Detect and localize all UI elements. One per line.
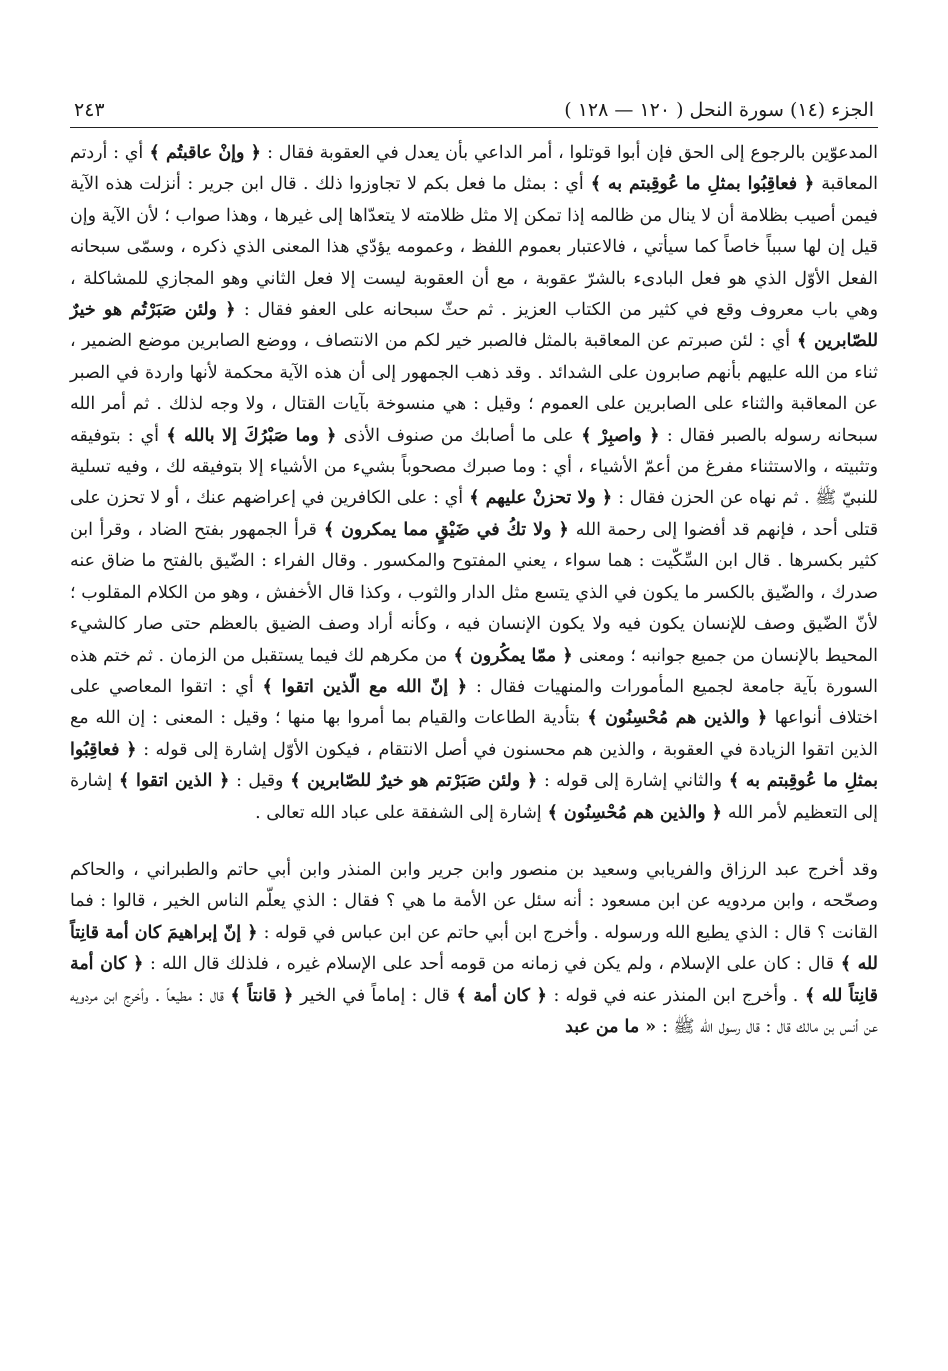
header-title: الجزء (١٤) سورة النحل ( ١٢٠ — ١٢٨ ) xyxy=(564,99,874,121)
ornate-bracket: ﴿ xyxy=(216,300,244,321)
ornate-bracket: ﴿ xyxy=(212,771,237,792)
ornate-bracket: ﴿ xyxy=(318,425,344,446)
ornate-bracket: ﴾ xyxy=(253,676,282,697)
ornate-bracket: ﴿ xyxy=(244,143,268,163)
quran-quote: فعاقِبُوا بمثلِ ما عُوقِبتم به xyxy=(607,174,798,195)
body-text: من مكرهم لك فيما يستقبل من الزمان . ثم ختم هذه السورة بآية جامعة لجميع المأمورات والمنهيات فقال : xyxy=(70,645,878,697)
page-number: ٢٤٣ xyxy=(74,99,105,121)
ornate-bracket: ﴾ xyxy=(583,174,608,195)
ornate-bracket: ﴿ xyxy=(641,425,667,446)
ornate-bracket: ﴿ xyxy=(529,985,554,1006)
body-text: المدعوّين بالرجوع إلى الحق فإن أبوا قوتلوا ، أمر الداعي بأن يعدل في العقوبة فقال : xyxy=(267,143,878,163)
quran-quote: والذين هم مُحْسِنُون xyxy=(563,802,706,823)
running-header xyxy=(70,96,878,127)
header-rule xyxy=(70,127,878,128)
ornate-bracket: ﴿ xyxy=(705,802,728,823)
quran-quote: ولئن صَبَرْتُم هو خيرٌ للصّابرين xyxy=(70,300,878,352)
ornate-bracket: ﴿ xyxy=(241,922,264,943)
body-text: أي : على الكافرين في إعراضهم عنك ، أو لا تحزن على قتلى أحد ، فإنهم قد أفضوا إلى رحمة الله xyxy=(70,488,879,540)
ornate-bracket: ﴾ xyxy=(449,985,474,1006)
ornate-bracket: ﴾ xyxy=(790,331,815,352)
ornate-bracket: ﴿ xyxy=(556,645,579,666)
ornate-bracket: ﴿ xyxy=(749,708,775,729)
body-text: قال : مطيعاً . وأخرج ابن مردويه عن أنس بن مالك قال : قال رسول الله ﷺ : xyxy=(70,985,878,1037)
ornate-bracket: ﴿ xyxy=(551,519,576,540)
ornate-bracket: ﴾ xyxy=(463,488,486,509)
body-text: أي : لئن صبرتم عن المعاقبة بالمثل فالصبر خير لكم من الانتصاف ، ووضع الصابرين موضع الضمير ، ثناء من الله عليهم بأنهم صابرون على الشدائد . وقد ذهب الجمهور إلى أن هذه الآية محكمة لأنها واردة في الصبر عن المعاقبة والثناء على الصابرين على العموم ؛ وقيل : هي منسوخة بآيات القتال ، ولا وجه لذلك . ثم أمر الله سبحانه رسوله بالصبر فقال : xyxy=(70,331,878,446)
quran-quote: وإنْ عاقبتُم xyxy=(166,143,245,163)
quran-quote: الذين اتقوا xyxy=(135,771,213,792)
ornate-bracket: ﴾ xyxy=(316,519,342,540)
ornate-bracket: ﴾ xyxy=(112,771,136,792)
ornate-bracket: ﴿ xyxy=(797,174,822,195)
body-text: أي : بمثل ما فعل بكم لا تجاوزوا ذلك . قال ابن جرير : أنزلت هذه الآية فيمن أصيب بظلامة أن لا ينال من ظالمه إذا تمكن إلا مثل ظلامته لا يتعدّاها إلى غيرها ، وهذا صواب ؛ لأن الآية وإن قيل إن لها سبباً خاصاً كما سيأتي ، فالاعتبار بعموم اللفظ ، وعمومه يؤدّي هذا المعنى الذي ذكره ، وسمّى سبحانه الفعل الأوّل الذي هو فعل البادىء بالشرّ عقوبة ، مع أن العقوبة ليست إلا فعل الثاني وهو المجازي للمشاكلة ، وهي باب معروف وقع في كثير من الكتاب العزيز . ثم حثّ سبحانه على العفو فقال : xyxy=(70,174,878,321)
ornate-bracket: « xyxy=(639,1016,663,1037)
body-text: قال : كان على الإسلام ، ولم يكن في زمانه من قومه أحد على الإسلام غيره ، فلذلك قال الله : xyxy=(149,954,835,975)
ornate-bracket: ﴾ xyxy=(447,645,470,666)
body-text: قرأ الجمهور بفتح الضاد ، وقرأ ابن كثير بكسرها . قال ابن السِّكّيت : هما سواء ، يعني المفتوح والمكسور . وقال الفراء : الضّيق بالفتح ما ضاق عنه صدرك ، والضّيق بالكسر ما يكون في الذي يتسع مثل الدار والثوب ، وكذا قال الأخفش ، وهو من الكلام المقلوب ؛ لأنّ الضّيق وصف للإنسان يكون فيه ولا يكون الإنسان فيه ، وكأنه أراد وصف الضيق بالعظم حتى صار كالشيء المحيط بالإنسان من جميع جوانبه ؛ ومعنى xyxy=(70,519,878,666)
body-text: أي : أردتم المعاقبة xyxy=(70,143,878,195)
body-text: قال : إماماً في الخير xyxy=(300,985,450,1006)
ornate-bracket: ﴿ xyxy=(276,985,300,1006)
quran-quote: ولا تحزنْ عليهم xyxy=(485,488,596,509)
body-text: وقيل : xyxy=(236,771,284,792)
quran-quote: كان أمة xyxy=(473,985,530,1006)
quran-quote: كان أمة قانِتاً لله xyxy=(70,954,878,1006)
quran-quote: ولا تكُ في ضَيْقٍ مما يمكرون xyxy=(341,519,552,540)
quran-quote: وما صَبْرُكَ إلا بالله xyxy=(184,425,319,446)
quran-quote: إنّ الله مع الّذين اتقوا xyxy=(281,676,449,697)
quran-quote: ما من عبد xyxy=(565,1016,640,1037)
body-text: . وأخرج ابن المنذر عنه في قوله : xyxy=(553,985,799,1006)
ornate-bracket: ﴿ xyxy=(595,488,619,509)
ornate-bracket: ﴾ xyxy=(223,985,248,1006)
ornate-bracket: ﴿ xyxy=(448,676,476,697)
ornate-bracket: ﴿ xyxy=(520,771,544,792)
ornate-bracket: ﴾ xyxy=(143,143,167,163)
ornate-bracket: ﴾ xyxy=(541,802,564,823)
ornate-bracket: ﴾ xyxy=(158,425,185,446)
body-text: بتأدية الطاعات والقيام بما أمروا بها منها ؛ وقيل : المعنى : إن الله مع الذين اتقوا الزيادة في العقوبة ، والذين هم محسنون في أصل الانتقام ، فيكون الأوّل إشارة إلى قوله : xyxy=(70,708,878,760)
body-text: وقد أخرج عبد الرزاق والفريابي وسعيد بن منصور وابن جرير وابن المنذر وابن أبي حاتم والطبراني ، والحاكم وصحّحه ، وابن مردويه عن ابن مسعود : أنه سئل عن الأمة ما هي ؟ فقال : الذي يعلّم الناس الخير ، قالوا : فما القانت ؟ قال : الذي يطيع الله ورسوله . وأخرج ابن أبي حاتم عن ابن عباس في قوله : xyxy=(70,859,878,943)
ornate-bracket: ﴾ xyxy=(573,425,599,446)
quran-quote: والذين هم مُحْسِنُون xyxy=(605,708,750,729)
quran-quote: فعاقِبُوا بمثلِ ما عُوقِبتم به xyxy=(70,739,878,792)
body-text: والثاني إشارة إلى قوله : xyxy=(543,771,723,792)
ornate-bracket: ﴾ xyxy=(722,771,746,792)
body-text: إشارة إلى التعظيم لأمر الله xyxy=(70,771,878,823)
hadith-paragraph xyxy=(70,855,878,1043)
quran-quote: ممّا يمكُرون xyxy=(469,645,557,666)
body-text: أي : اتقوا المعاصي على اختلاف أنواعها xyxy=(70,676,878,729)
ornate-bracket: ﴾ xyxy=(283,771,308,792)
ornate-bracket: ﴾ xyxy=(834,954,858,975)
ornate-bracket: ﴾ xyxy=(798,985,822,1006)
body-text: على ما أصابك من صنوف الأذى xyxy=(343,425,574,446)
body-text: أي : بتوفيقه وتثبيته ، والاستثناء مفرغ من أعمّ الأشياء ، أي : وما صبرك مصحوباً بشيء من الأشياء إلا بتوفيقه لك ، وفيه تسلية للنبيّ ﷺ . ثم نهاه عن الحزن فقال : xyxy=(70,425,878,509)
commentary-paragraph xyxy=(70,138,878,829)
quran-quote: واصبِرْ xyxy=(598,425,642,446)
quran-quote: إنّ إبراهيمَ كان أمة قانِتاً لله xyxy=(70,922,878,975)
ornate-bracket: ﴿ xyxy=(126,954,150,975)
ornate-bracket: ﴾ xyxy=(579,708,606,729)
quran-quote: قانتاً xyxy=(247,985,277,1006)
ornate-bracket: ﴿ xyxy=(119,739,144,760)
body-text: إشارة إلى الشفقة على عباد الله تعالى . xyxy=(255,802,542,823)
quran-quote: ولئن صَبَرْتم هو خيرٌ للصّابرين xyxy=(307,771,521,792)
